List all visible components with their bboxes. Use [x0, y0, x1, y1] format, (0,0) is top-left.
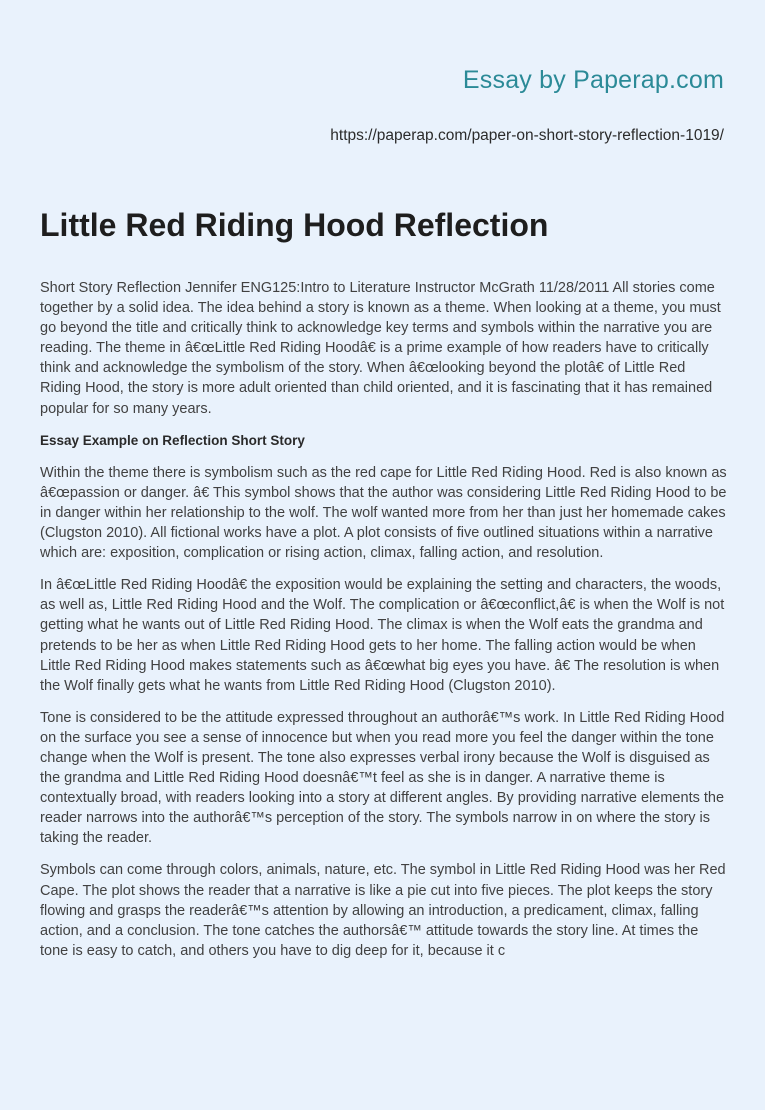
body-paragraph: Within the theme there is symbolism such as the red cape for Little Red Riding Hood. Red is also known as â€œpassion or danger. â€ This symbol shows that the author was considering Little Red Riding Hood to be in danger within her relationship to the wolf. The wolf wanted more from her than just her homemade cakes (Clugston 2010). All fictional works have a plot. A plot consists of five outlined situations within a narrative which are: exposition, complication or rising action, climax, falling action, and resolution.	[40, 464, 727, 562]
section-subheading: Essay Example on Reflection Short Story	[40, 432, 305, 448]
page-title: Little Red Riding Hood Reflection	[40, 207, 549, 243]
body-paragraph: In â€œLittle Red Riding Hoodâ€ the exposition would be explaining the setting and characters, the woods, as well as, Little Red Riding Hood and the Wolf. The complication or â€œconflict,â€ is when the Wolf is not getting what he wants out of Little Red Riding Hood. The climax is when the Wolf eats the grandma and pretends to be her as when Little Red Riding Hood gets to her home. The falling action would be when Little Red Riding Hood makes statements such as â€œwhat big eyes you have. â€ The resolution is when the Wolf finally gets what he wants from Little Red Riding Hood (Clugston 2010).	[40, 577, 725, 694]
body-paragraph: Tone is considered to be the attitude expressed throughout an authorâ€™s work. In Little Red Riding Hood on the surface you see a sense of innocence but when you read more you feel the danger within the tone change when the Wolf is present. The tone also expresses verbal irony because the Wolf is disguised as the grandma and Little Red Riding Hood doesnâ€™t feel as she is in danger. A narrative theme is contextually broad, with readers looking into a story at different angles. By providing narrative elements the reader narrows into the authorâ€™s perception of the story. The symbols narrow in on where the story is taking the reader.	[40, 709, 725, 847]
article-body	[40, 278, 728, 973]
brand-link[interactable]: Essay by Paperap.com	[462, 66, 724, 94]
source-url-link[interactable]: https://paperap.com/paper-on-short-story-reflection-1019/	[330, 127, 724, 144]
body-paragraph: Symbols can come through colors, animals, nature, etc. The symbol in Little Red Riding Hood was her Red Cape. The plot shows the reader that a narrative is like a pie cut into five pieces. The plot keeps the story flowing and grasps the readerâ€™s attention by allowing an introduction, a predicament, climax, falling action, and a conclusion. The tone catches the authorsâ€™ attitude towards the story line. At times the tone is easy to catch, and others you have to dig deep for it, because it c	[40, 862, 726, 959]
intro-paragraph: Short Story Reflection Jennifer ENG125:Intro to Literature Instructor McGrath 11/28/2011 All stories come together by a solid idea. The idea behind a story is known as a theme. When looking at a theme, you must go beyond the title and critically think to acknowledge key terms and symbols within the narrative you are reading. The theme in â€œLittle Red Riding Hoodâ€ is a prime example of how readers have to critically think and acknowledge the symbolism of the story. When â€œlooking beyond the plotâ€ of Little Red Riding Hood, the story is more adult oriented than child oriented, and it is fascinating that it has remained popular for so many years.	[40, 280, 721, 417]
